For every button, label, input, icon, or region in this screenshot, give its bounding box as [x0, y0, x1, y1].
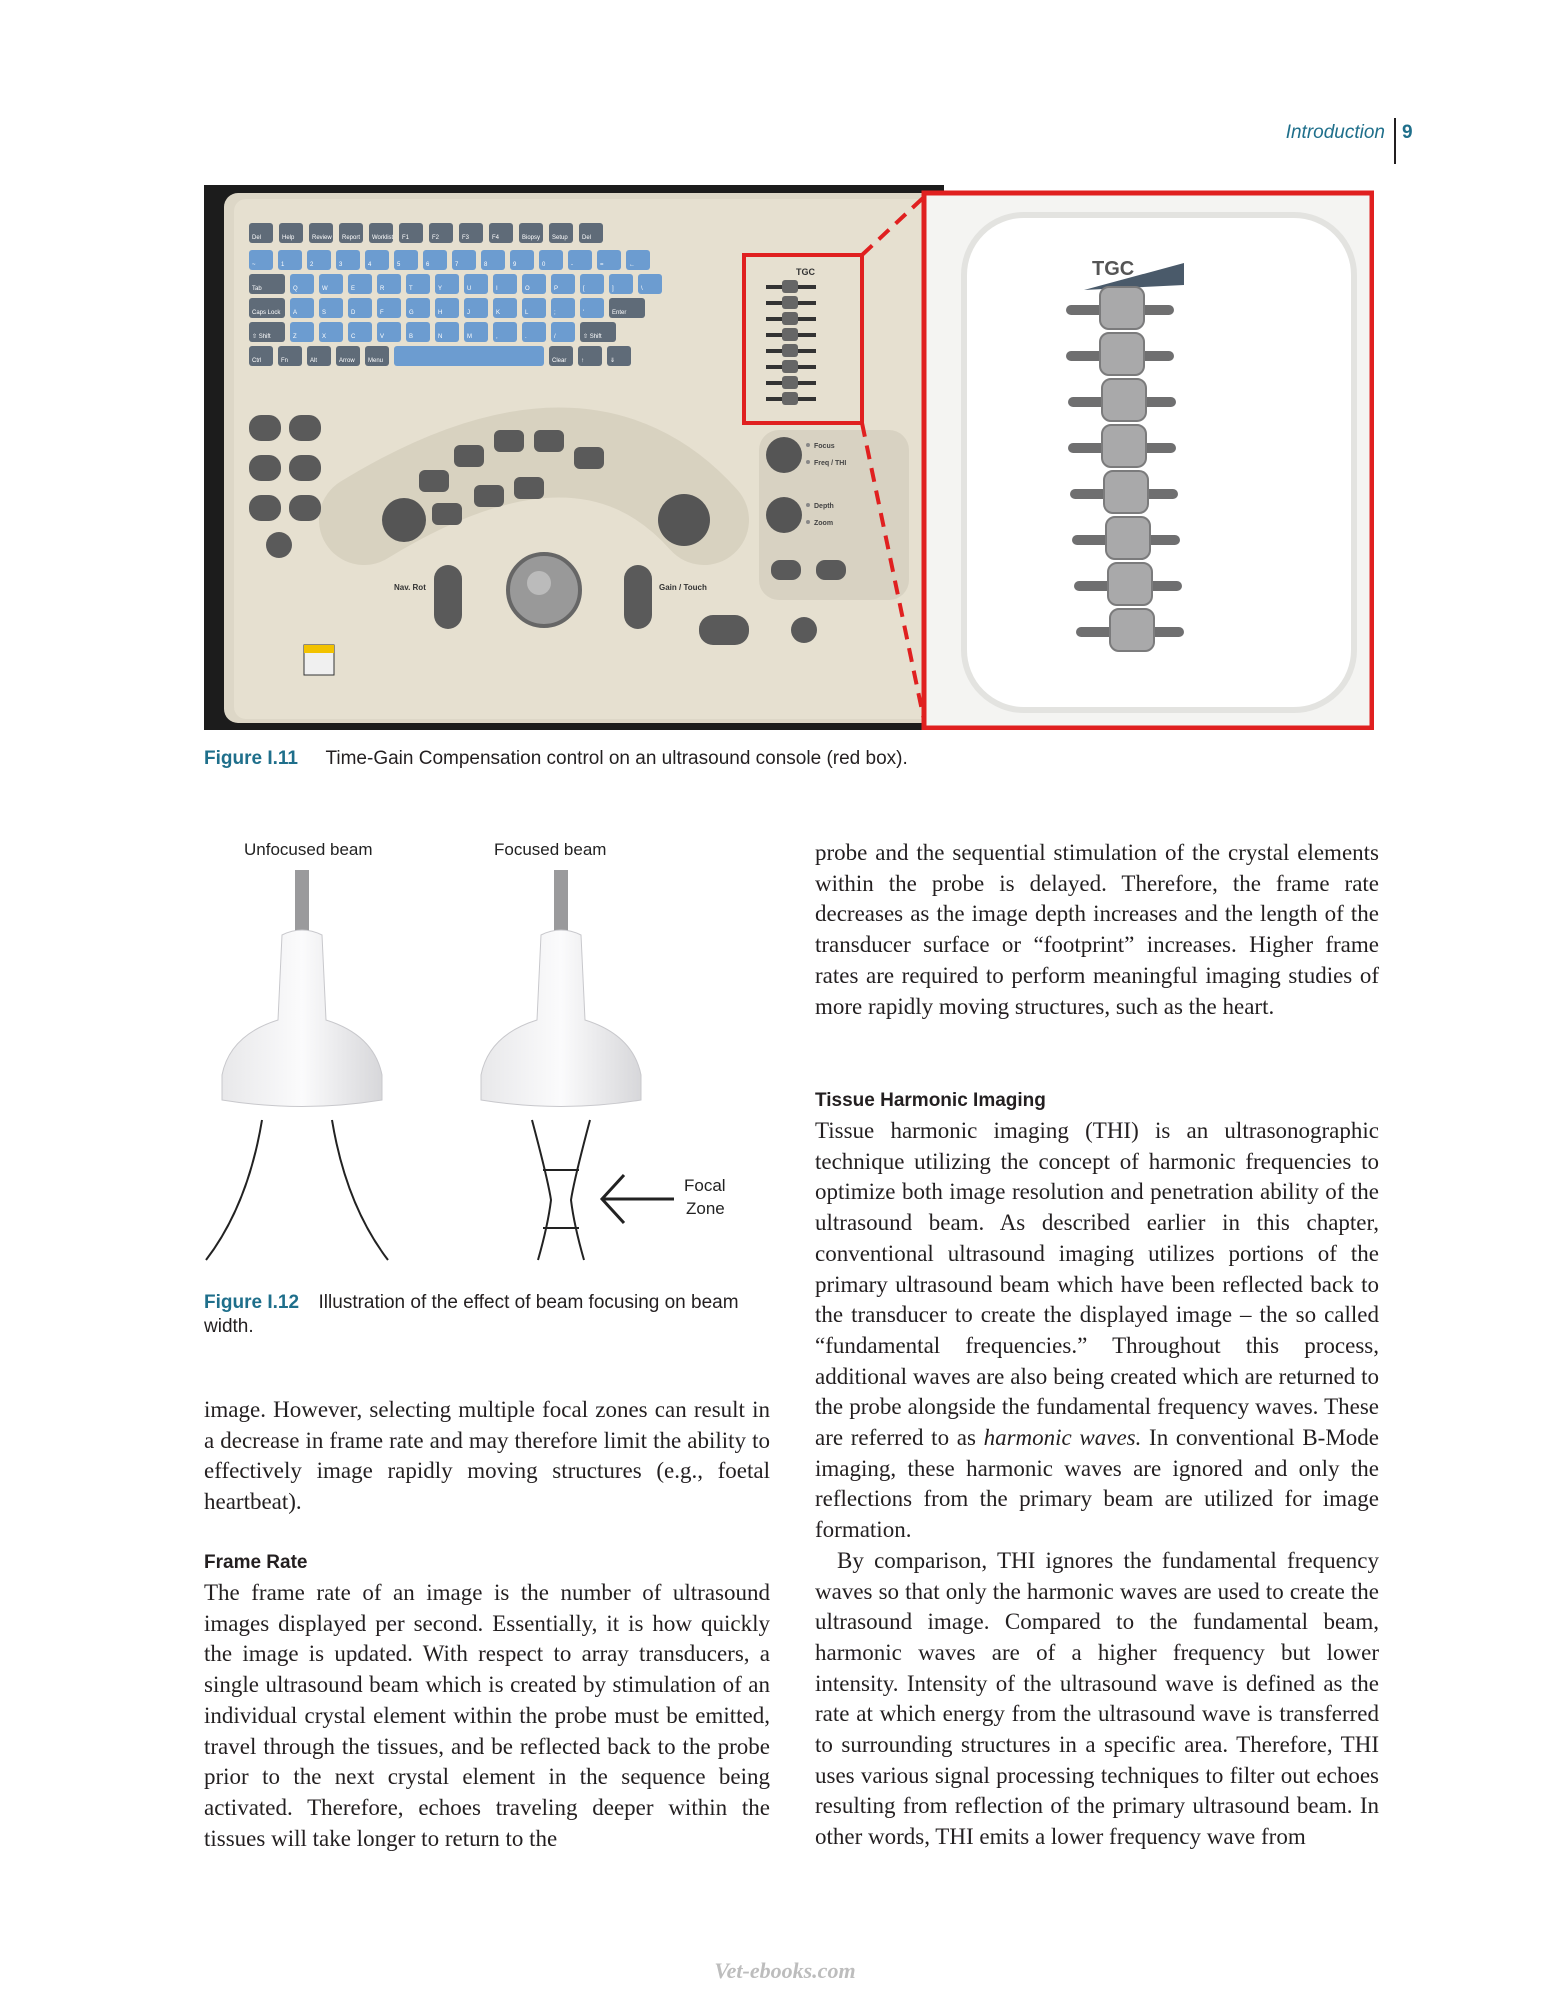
heading-tissue-harmonic-imaging: Tissue Harmonic Imaging: [815, 1090, 1046, 1111]
right-para-1: probe and the sequential stimulation of the crystal elements within the probe is delayed. Therefore, the frame rate decreases as the image depth increases and the length of the transducer surface or “footprint” increases. Higher frame rates are required to perform meaningful imaging studies of more rapidly moving structures, such as the heart.: [815, 840, 1379, 1019]
console-key-label: L: [525, 310, 529, 316]
console-key-label: .: [525, 334, 527, 340]
console-key-label: Ctrl: [252, 358, 262, 364]
console-func-key-label: Del: [582, 235, 592, 241]
console-key-label: O: [525, 286, 530, 292]
console-key-label: 3: [339, 262, 343, 268]
console-control-label: Focus: [814, 443, 835, 450]
console-key-label: \: [641, 286, 643, 292]
console-control-label: Freq / THI: [814, 460, 847, 467]
console-key-label: U: [467, 286, 472, 292]
console-func-key-label: F3: [462, 235, 470, 241]
figure-i12-caption-text: Illustration of the effect of beam focusing on beam width.: [204, 1292, 739, 1337]
console-key-label: G: [409, 310, 414, 316]
svg-text:Focused beam: Focused beam: [494, 840, 607, 859]
tgc-slider-knob: [1102, 425, 1146, 467]
console-key-label: Z: [293, 334, 297, 340]
console-key-label: ~: [252, 262, 256, 268]
console-func-key-label: Report: [342, 235, 361, 241]
svg-text:TGC: TGC: [1092, 258, 1135, 280]
console-func-key-label: Worklist: [372, 235, 394, 241]
console-func-key-label: Help: [282, 235, 295, 241]
console-key-label: P: [554, 286, 559, 292]
console-key-label: ;: [554, 310, 556, 316]
right-para-3: By comparison, THI ignores the fundamental frequency waves so that only the harmonic waves are used to create the ultrasound image. Compared to the fundamental beam, harmonic waves are of a higher frequency but lower intensity. Intensity of the ultrasound wave is defined as the rate at which energy from the ultrasound wave is transferred to surrounding structures in a specific area. Therefore, THI uses various signal processing techniques to filter out echoes resulting from reflection of the primary ultrasound beam. In other words, THI emits a lower frequency wave from: [815, 1547, 1379, 1850]
console-key-label: H: [438, 310, 443, 316]
console-key-label: -: [571, 262, 573, 268]
figure-i11-caption-text: Time-Gain Compensation control on an ultrasound console (red box).: [325, 748, 908, 769]
right-col-para2: [815, 1116, 1379, 1853]
figure-i12-caption: [204, 1291, 764, 1339]
harmonic-waves-term: harmonic waves.: [983, 1425, 1142, 1451]
beam-illustration: [204, 835, 764, 1275]
console-key-label: A: [293, 310, 298, 316]
console-func-key-label: Del: [252, 235, 262, 241]
console-key-label: K: [496, 310, 501, 316]
console-key-label: =: [600, 262, 604, 268]
tgc-slider-knob: [1110, 609, 1154, 651]
console-key-label: C: [351, 334, 356, 340]
left-para-2: The frame rate of an image is the number of ultrasound images displayed per second. Essentially, it is how quickly the image is updated. With respect to array transducers, a single ultrasound beam which is created by stimulation of an individual crystal element within the probe must be emitted, travel through the tissues, and be reflected back to the probe prior to the next crystal element in the sequence being activated. Therefore, echoes traveling deeper within the tissues will take longer to return to the: [204, 1580, 770, 1851]
console-key-label: ⇓: [610, 358, 616, 364]
console-key-label: D: [351, 310, 356, 316]
figure-i11-caption: [204, 748, 908, 770]
console-key-label: 1: [281, 262, 285, 268]
console-key-label: J: [467, 310, 470, 316]
console-func-key-label: Review: [312, 235, 332, 241]
svg-text:Zone: Zone: [686, 1199, 725, 1218]
console-key-label: M: [467, 334, 472, 340]
figure-i11-label: Figure I.11: [204, 748, 298, 769]
console-key-label: ⇧ Shift: [252, 334, 271, 340]
tgc-slider-knob: [1104, 471, 1148, 513]
watermark-logo: Vet-ebooks.com: [714, 1958, 856, 1983]
console-key-label: T: [409, 286, 413, 292]
console-key-label: Enter: [612, 310, 627, 316]
console-key-label: N: [438, 334, 443, 340]
tgc-slider-knob: [1100, 287, 1144, 329]
console-key-label: Tab: [252, 286, 262, 292]
console-key-label: 6: [426, 262, 430, 268]
console-key-label: Alt: [310, 358, 318, 364]
console-key-label: Q: [293, 286, 298, 292]
console-key: [394, 346, 544, 366]
console-key-label: E: [351, 286, 356, 292]
console-key-label: Fn: [281, 358, 289, 364]
console-key-label: 9: [513, 262, 517, 268]
console-key-label: Clear: [552, 358, 567, 364]
console-key-label: 0: [542, 262, 546, 268]
console-key-label: X: [322, 334, 327, 340]
right-para-2: [815, 1116, 1379, 1546]
header-divider: [1394, 118, 1396, 164]
console-control-label: Zoom: [814, 520, 834, 527]
figure-i12-label: Figure I.12: [204, 1292, 300, 1313]
svg-text:Unfocused beam: Unfocused beam: [244, 840, 373, 859]
tgc-slider-knob: [1100, 333, 1144, 375]
tgc-slider-knob: [1108, 563, 1152, 605]
console-key-label: Y: [438, 286, 443, 292]
svg-text:TGC: TGC: [796, 267, 815, 277]
running-header-section: Introduction: [1285, 122, 1385, 143]
console-key-label: Arrow: [339, 358, 355, 364]
console-key-label: [: [583, 286, 585, 292]
page-number: 9: [1402, 122, 1413, 143]
console-key-label: ,: [496, 334, 498, 340]
svg-text:Focal: Focal: [684, 1176, 726, 1195]
console-control-label: Depth: [814, 503, 834, 510]
figure-i11-image: [204, 185, 1374, 730]
console-key-label: 5: [397, 262, 401, 268]
left-col-para1: [204, 1395, 770, 1518]
console-key-label: W: [322, 286, 328, 292]
console-func-key-label: F2: [432, 235, 440, 241]
console-key-label: 2: [310, 262, 314, 268]
left-para-1: image. However, selecting multiple focal zones can result in a decrease in frame rate and may therefore limit the ability to effectively image rapidly moving structures (e.g., foetal heartbeat).: [204, 1397, 770, 1515]
console-key-label: Caps Lock: [252, 310, 281, 316]
console-key-label: ↑: [581, 358, 584, 364]
console-key-label: B: [409, 334, 414, 340]
console-func-key-label: Setup: [552, 235, 568, 241]
heading-frame-rate: Frame Rate: [204, 1552, 308, 1573]
console-key-label: F: [380, 310, 384, 316]
figure-i12-image: [204, 835, 764, 1275]
left-col-para2: [204, 1578, 770, 1854]
console-key-label: R: [380, 286, 385, 292]
tgc-slider-knob: [1102, 379, 1146, 421]
tgc-slider-knob: [1106, 517, 1150, 559]
console-key-label: ←: [629, 262, 635, 268]
console-key-label: S: [322, 310, 327, 316]
right-para-2b: In conventional B-Mode imaging, these harmonic waves are ignored and only the reflections from the primary beam are utilized for image formation.: [815, 1425, 1379, 1543]
console-photo: [204, 185, 1374, 730]
console-key-label: ⇧ Shift: [583, 334, 602, 340]
console-key-label: V: [380, 334, 385, 340]
console-func-key-label: F1: [402, 235, 410, 241]
console-key-label: I: [496, 286, 498, 292]
console-key-label: 4: [368, 262, 372, 268]
console-key-label: ': [583, 310, 585, 316]
console-key-label: /: [554, 334, 556, 340]
right-para-2a: Tissue harmonic imaging (THI) is an ultrasonographic technique utilizing the concept of harmonic frequencies to optimize both image resolution and penetration ability of the ultrasound beam. As described earlier in this chapter, conventional ultrasound imaging utilizes portions of the primary ultrasound beam which have been reflected back to the transducer to create the displayed image – the so called “fundamental frequencies.” Throughout this process, additional waves are also being created which are returned to the probe alongside the fundamental frequency waves. These are referred to as: [815, 1118, 1379, 1451]
console-key-label: Menu: [368, 358, 384, 364]
console-key-label: 7: [455, 262, 459, 268]
console-func-key-label: Biopsy: [522, 235, 541, 241]
console-func-key-label: F4: [492, 235, 500, 241]
svg-text:Nav. Rot: Nav. Rot: [394, 583, 426, 592]
svg-text:Gain / Touch: Gain / Touch: [659, 583, 707, 592]
console-key-label: ]: [612, 286, 614, 292]
right-col-para1: [815, 838, 1379, 1022]
console-key-label: 8: [484, 262, 488, 268]
